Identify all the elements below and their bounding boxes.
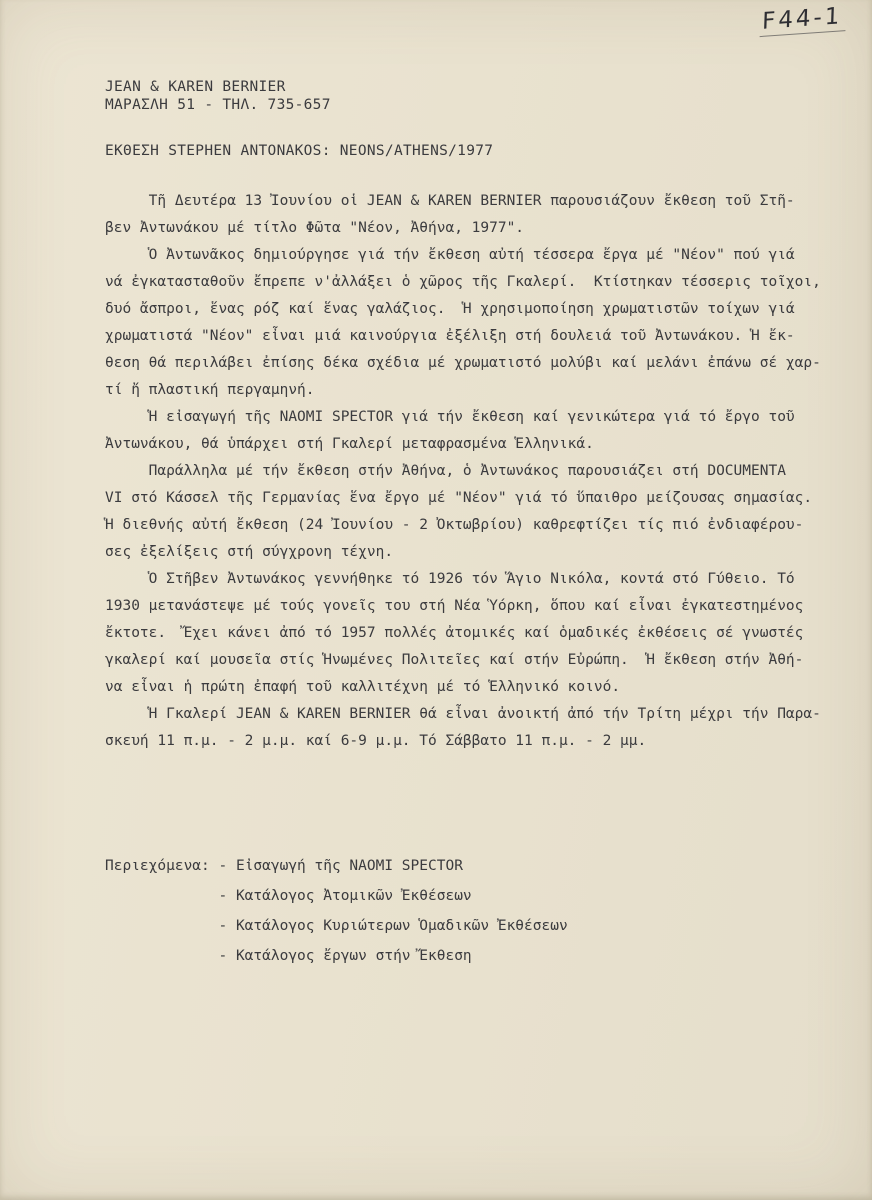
body-line: να εἶναι ἡ πρώτη ἐπαφή τοῦ καλλιτέχνη μέ τό Ἑλληνικό κοινό.: [105, 679, 621, 695]
letterhead-gallery-name: JEAN & KAREN BERNIER: [105, 79, 286, 95]
contents-line: - Κατάλογος ἔργων στήν Ἔκθεση: [105, 948, 472, 964]
body-line: Ἡ εἰσαγωγή τῆς NAOMI SPECTOR γιά τήν ἔκθεση καί γενικώτερα γιά τό ἔργο τοῦ: [105, 409, 795, 425]
contents-line: - Κατάλογος Κυριώτερων Ὁμαδικῶν Ἐκθέσεων: [105, 918, 568, 934]
body-line: Ὁ Ἀντωνᾶκος δημιούργησε γιά τήν ἔκθεση αὐτή τέσσερα ἔργα μέ "Νέον" πού γιά: [105, 247, 795, 263]
body-line: ἔκτοτε. Ἔχει κάνει ἀπό τό 1957 πολλές ἀτομικές καί ὁμαδικές ἐκθέσεις σέ γνωστές: [105, 625, 804, 641]
body-line: Τῆ Δευτέρα 13 Ἰουνίου οἱ JEAN & KAREN BERNIER παρουσιάζουν ἔκθεση τοῦ Στῆ-: [105, 193, 795, 209]
body-line: βεν Ἀντωνάκου μέ τίτλο Φῶτα "Νέον, Ἀθήνα, 1977".: [105, 220, 525, 236]
body-line: Ἡ διεθνής αὐτή ἔκθεση (24 Ἰουνίου - 2 Ὀκτωβρίου) καθρεφτίζει τίς πιό ἐνδιαφέρου-: [105, 517, 804, 533]
body-line: Παράλληλα μέ τήν ἔκθεση στήν Ἀθήνα, ὁ Ἀντωνάκος παρουσιάζει στή DOCUMENTA: [105, 463, 786, 479]
body-line: δυό ἄσπροι, ἕνας ρόζ καί ἕνας γαλάζιος. Ἡ χρησιμοποίηση χρωματιστῶν τοίχων γιά: [105, 301, 795, 317]
body-line: VI στό Κάσσελ τῆς Γερμανίας ἕνα ἔργο μέ "Νέον" γιά τό ὕπαιθρο μείζουσας σημασίας.: [105, 490, 813, 506]
body-line: Ἡ Γκαλερί JEAN & KAREN BERNIER θά εἶναι ἀνοικτή ἀπό τήν Τρίτη μέχρι τήν Παρα-: [105, 706, 821, 722]
body-line: νά ἐγκατασταθοῦν ἔπρεπε ν'ἀλλάξει ὁ χῶρος τῆς Γκαλερί. Κτίστηκαν τέσσερις τοῖχοι,: [105, 274, 821, 290]
handwritten-annotation: F44-1: [759, 3, 846, 37]
body-line: Ὁ Στῆβεν Ἀντωνάκος γεννήθηκε τό 1926 τόν Ἅγιο Νικόλα, κοντά στό Γύθειο. Τό: [105, 571, 795, 587]
body-line: γκαλερί καί μουσεῖα στίς Ἡνωμένες Πολιτεῖες καί στήν Εὐρώπη. Ἡ ἔκθεση στήν Ἀθή-: [105, 652, 804, 668]
body-line: χρωματιστά "Νέον" εἶναι μιά καινούργια ἐξέλιξη στή δουλειά τοῦ Ἀντωνάκου. Ἡ ἔκ-: [105, 328, 795, 344]
contents-line: Περιεχόμενα: - Εἰσαγωγή τῆς NAOMI SPECTOR: [105, 858, 463, 874]
body-line: 1930 μετανάστεψε μέ τούς γονεῖς του στή Νέα Ὑόρκη, ὅπου καί εἶναι ἐγκατεστημένος: [105, 598, 804, 614]
contents-list: [105, 851, 842, 971]
body-line: σες ἐξελίξεις στή σύγχρονη τέχνη.: [105, 544, 394, 560]
body-line: σκευή 11 π.μ. - 2 μ.μ. καί 6-9 μ.μ. Τό Σάββατο 11 π.μ. - 2 μμ.: [105, 733, 647, 749]
document-title: ΕΚΘΕΣΗ STEPHEN ANTONAKOS: NEONS/ATHENS/1977: [105, 143, 494, 159]
body-line: θεση θά περιλάβει ἐπίσης δέκα σχέδια μέ χρωματιστό μολύβι καί μελάνι ἐπάνω σέ χαρ-: [105, 355, 821, 371]
body-line: Ἀντωνάκου, θά ὑπάρχει στή Γκαλερί μεταφρασμένα Ἑλληνικά.: [105, 436, 594, 452]
letterhead: [105, 78, 842, 114]
body-line: τί ἤ πλαστική περγαμηνή.: [105, 382, 315, 398]
contents-line: - Κατάλογος Ἀτομικῶν Ἐκθέσεων: [105, 888, 472, 904]
letterhead-address-phone: ΜΑΡΑΣΛΗ 51 - ΤΗΛ. 735-657: [105, 97, 331, 113]
document-body: [105, 188, 842, 755]
